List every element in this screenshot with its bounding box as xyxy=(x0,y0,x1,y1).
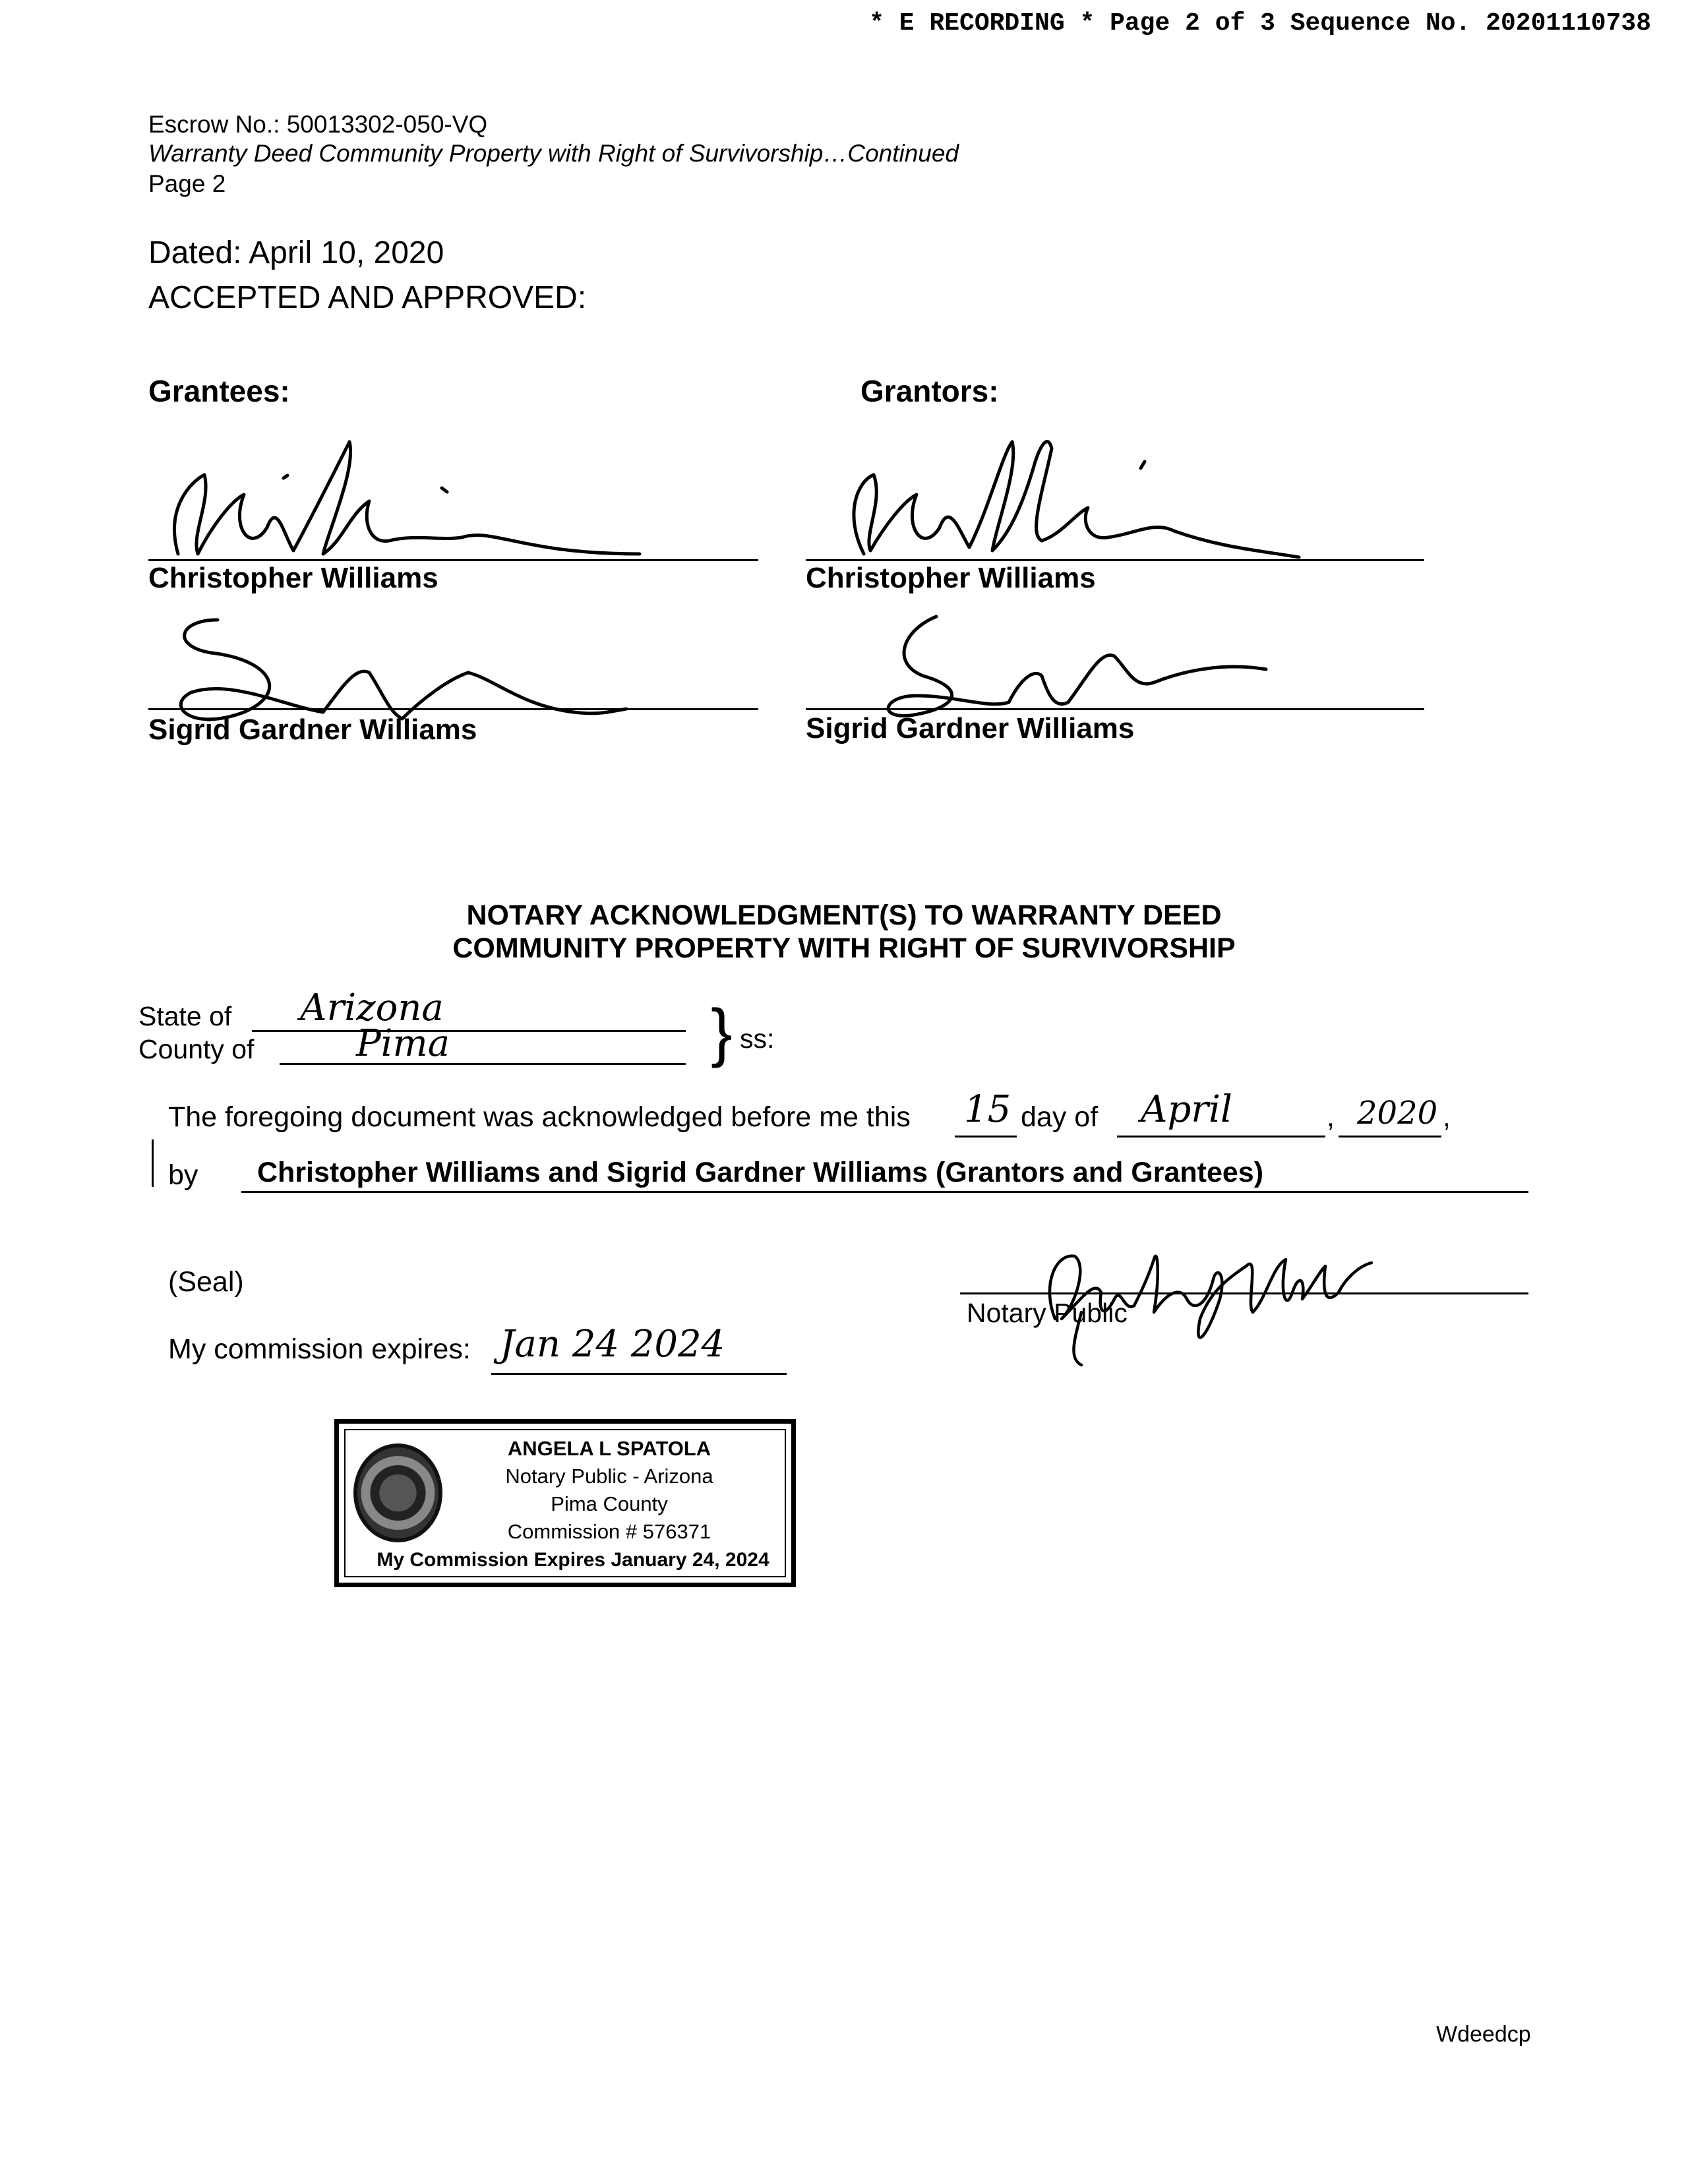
stamp-county: Pima County xyxy=(551,1492,668,1515)
notary-title-line-2: COMMUNITY PROPERTY WITH RIGHT OF SURVIVORSHIP xyxy=(452,932,1236,964)
stamp-commission-expires: My Commission Expires January 24, 2024 xyxy=(377,1549,769,1571)
grantors-heading: Grantors: xyxy=(860,374,999,408)
ack-day-line xyxy=(955,1136,1017,1138)
ack-comma: , xyxy=(1327,1101,1335,1133)
state-value: Arizona xyxy=(300,986,444,1029)
page-number: Page 2 xyxy=(148,170,226,197)
notary-title-line-1: NOTARY ACKNOWLEDGMENT(S) TO WARRANTY DEED xyxy=(466,899,1222,931)
brace-symbol: } xyxy=(711,996,733,1068)
acknowledging-parties: Christopher Williams and Sigrid Gardner Williams (Grantors and Grantees) xyxy=(257,1157,1264,1188)
escrow-number: Escrow No.: 50013302-050-VQ xyxy=(148,111,488,138)
grantor-1-signature-line xyxy=(806,559,1424,561)
grantee-1-signature-line xyxy=(148,559,758,561)
county-value: Pima xyxy=(356,1022,450,1065)
notary-public-label: Notary Public xyxy=(967,1298,1128,1328)
commission-expires-line xyxy=(491,1373,787,1375)
grantee-1-signature xyxy=(152,429,653,574)
county-label: County of xyxy=(138,1034,255,1064)
ack-comma-2: , xyxy=(1443,1101,1451,1133)
ss-label: ss: xyxy=(740,1023,775,1054)
seal-label: (Seal) xyxy=(168,1266,244,1298)
margin-mark xyxy=(152,1139,154,1187)
stamp-commission-number: Commission # 576371 xyxy=(507,1520,711,1543)
accepted-approved: ACCEPTED AND APPROVED: xyxy=(148,280,587,315)
grantees-heading: Grantees: xyxy=(148,374,290,408)
grantee-2-signature-line xyxy=(148,708,758,710)
grantor-1-signature xyxy=(824,415,1325,574)
state-line xyxy=(252,1030,686,1032)
ack-year-value: 2020 xyxy=(1357,1095,1438,1132)
form-code: Wdeedcp xyxy=(1436,2022,1531,2047)
notary-signature-line xyxy=(960,1292,1528,1294)
ack-day-value: 15 xyxy=(964,1088,1011,1131)
ack-month-line xyxy=(1117,1136,1325,1138)
deed-title-continued: Warranty Deed Community Property with Right of Survivorship…Continued xyxy=(148,140,959,167)
dated-line: Dated: April 10, 2020 xyxy=(148,235,444,270)
by-line xyxy=(241,1191,1528,1193)
grantor-2-name: Sigrid Gardner Williams xyxy=(806,712,1135,744)
commission-expires-value: Jan 24 2024 xyxy=(500,1323,725,1366)
arizona-state-seal-icon xyxy=(353,1443,442,1542)
ack-day-of-label: day of xyxy=(1021,1101,1099,1133)
state-label: State of xyxy=(138,1001,232,1031)
ack-year-line xyxy=(1339,1136,1441,1138)
by-label: by xyxy=(168,1159,198,1191)
notary-stamp xyxy=(334,1419,796,1587)
acknowledgment-text: The foregoing document was acknowledged before me this xyxy=(168,1101,911,1133)
stamp-notary-name: ANGELA L SPATOLA xyxy=(507,1437,711,1460)
commission-expires-label: My commission expires: xyxy=(168,1333,471,1365)
grantor-1-name: Christopher Williams xyxy=(806,562,1096,594)
grantor-2-signature-line xyxy=(806,708,1424,710)
grantee-2-name: Sigrid Gardner Williams xyxy=(148,713,477,746)
county-line xyxy=(280,1063,686,1065)
grantee-1-name: Christopher Williams xyxy=(148,562,438,594)
recording-header: * E RECORDING * Page 2 of 3 Sequence No. 20201110738 xyxy=(869,9,1651,38)
stamp-notary-title: Notary Public - Arizona xyxy=(505,1465,713,1488)
ack-month-value: April xyxy=(1141,1088,1232,1131)
